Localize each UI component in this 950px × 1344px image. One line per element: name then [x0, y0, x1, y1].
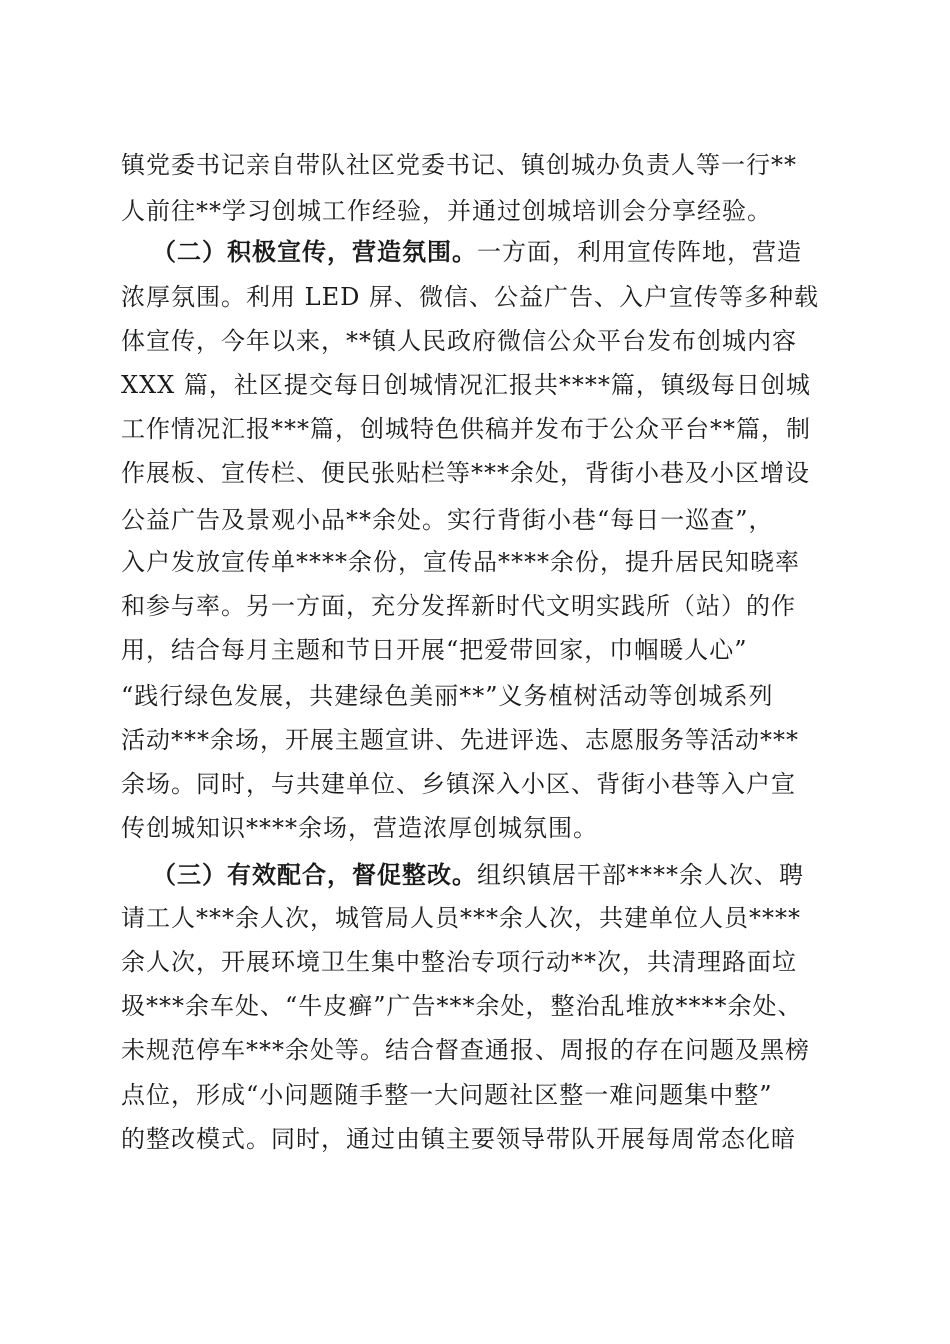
- section-3-text: 组织镇居干部****余人次、聘: [477, 861, 804, 889]
- section-2-number: （二）: [152, 238, 227, 266]
- text-line-11: 和参与率。另一方面，充分发挥新时代文明实践所（站）的作: [121, 592, 796, 620]
- text-line-5: 体宣传，今年以来，**镇人民政府微信公众平台发布创城内容: [121, 327, 797, 355]
- text-line-9: 公益广告及景观小品**余处。实行背街小巷“每日一巡查”，: [121, 506, 774, 534]
- text-line-24: 的整改模式。同时，通过由镇主要领导带队开展每周常态化暗: [121, 1125, 796, 1153]
- text-line-12: 用，结合每月主题和节日开展“把爱带回家，巾帼暖人心”: [121, 636, 748, 664]
- text-line-10: 入户发放宣传单****余份，宣传品****余份，提升居民知晓率: [121, 548, 800, 576]
- text-line-13: “践行绿色发展，共建绿色美丽**”义务植树活动等创城系列: [121, 682, 774, 710]
- section-2-text: 一方面，利用宣传阵地，营造: [477, 238, 802, 266]
- section-3-number: （三）: [152, 861, 227, 889]
- text-line-20: 余人次，开展环境卫生集中整治专项行动**次，共清理路面垃: [121, 948, 797, 976]
- text-line-23: 点位，形成“小问题随手整一大问题社区整一难问题集中整”: [121, 1081, 773, 1109]
- text-line-1: 镇党委书记亲自带队社区党委书记、镇创城办负责人等一行**: [121, 151, 797, 179]
- text-line-15: 余场。同时，与共建单位、乡镇深入小区、背街小巷等入户宣: [121, 770, 796, 798]
- text-line-16: 传创城知识****余场，营造浓厚创城氛围。: [121, 814, 598, 842]
- section-2-line: [152, 237, 802, 267]
- text-line-22: 未规范停车***余处等。结合督查通报、周报的存在问题及黑榜: [121, 1036, 810, 1064]
- section-3-line: [152, 860, 804, 890]
- text-line-7: 工作情况汇报***篇，创城特色供稿并发布于公众平台**篇，制: [121, 415, 811, 443]
- section-2-heading: 积极宣传，营造氛围。: [227, 238, 477, 266]
- section-3-heading: 有效配合，督促整改。: [227, 861, 477, 889]
- text-line-2: 人前往**学习创城工作经验，并通过创城培训会分享经验。: [121, 197, 772, 225]
- text-line-19: 请工人***余人次，城管局人员***余人次，共建单位人员****: [121, 904, 801, 932]
- text-line-4: 浓厚氛围。利用 LED 屏、微信、公益广告、入户宣传等多种载: [121, 283, 819, 311]
- text-line-14: 活动***余场，开展主题宣讲、先进评选、志愿服务等活动***: [121, 726, 799, 754]
- text-line-8: 作展板、宣传栏、便民张贴栏等***余处，背街小巷及小区增设: [121, 459, 810, 487]
- text-line-6: XXX 篇，社区提交每日创城情况汇报共****篇，镇级每日创城: [121, 371, 811, 399]
- text-line-21: 圾***余车处、“牛皮癣”广告***余处，整治乱堆放****余处、: [121, 992, 803, 1020]
